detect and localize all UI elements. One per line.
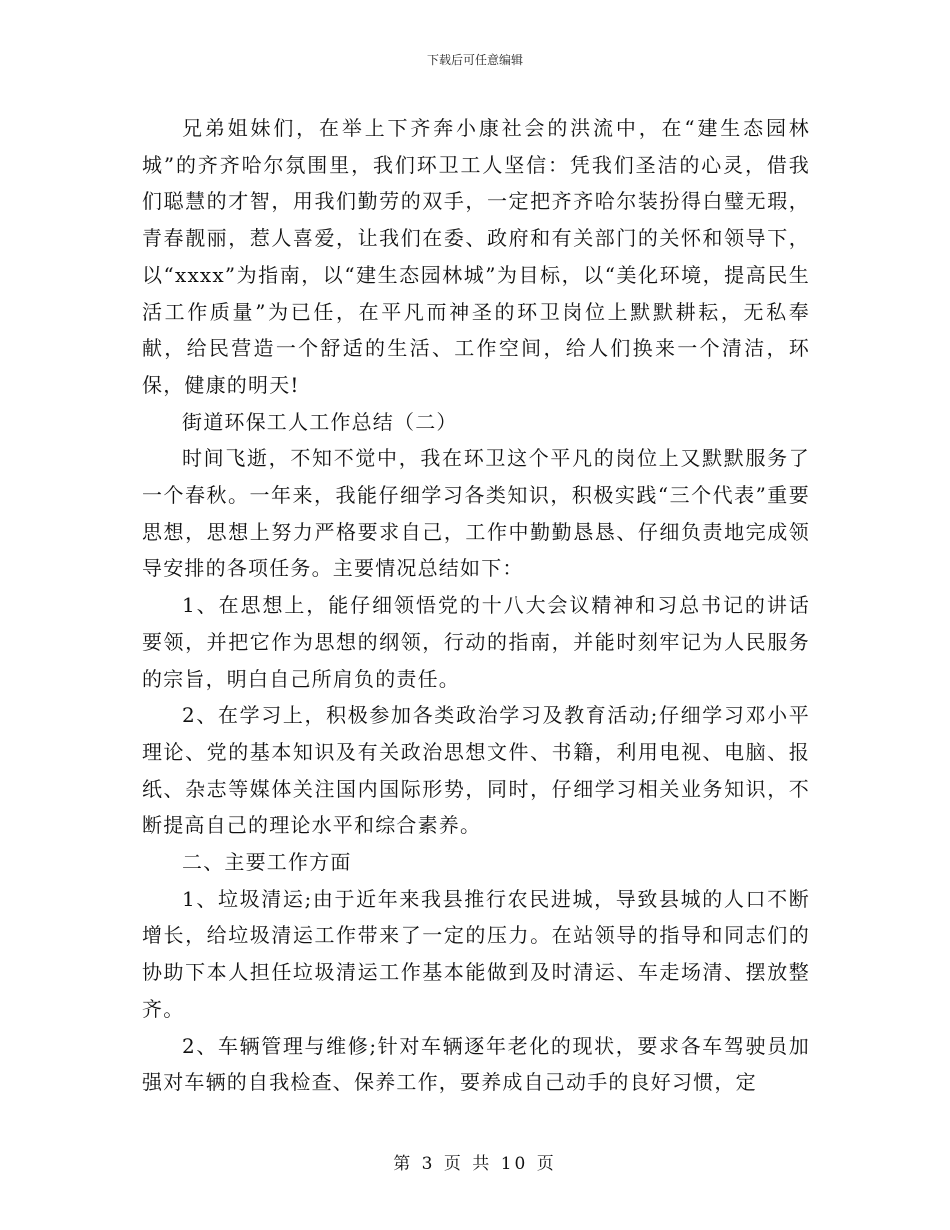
paragraph-vehicle-management: 2、车辆管理与维修;针对车辆逐年老化的现状，要求各车驾驶员加强对车辆的自我检查、保养工作，要养成自己动手的良好习惯，定 bbox=[142, 1033, 810, 1095]
paragraph-study: 2、在学习上，积极参加各类政治学习及教育活动;仔细学习邓小平理论、党的基本知识及有关政治思想文件、书籍，利用电视、电脑、报纸、杂志等媒体关注国内国际形势，同时，仔细学习相关业务知识，不断提高自己的理论水平和综合素养。 bbox=[142, 703, 810, 838]
page-number: 第 3 页 共 10 页 bbox=[393, 1154, 557, 1174]
page-header: 下载后可任意编辑 bbox=[426, 53, 523, 67]
paragraph-intro: 时间飞逝，不知不觉中，我在环卫这个平凡的岗位上又默默服务了一个春秋。一年来，我能仔细学习各类知识，积极实践“三个代表”重要思想，思想上努力严格要求自己，工作中勤勤恳恳、仔细负责地完成领导安排的各项任务。主要情况总结如下： bbox=[142, 446, 810, 581]
paragraph-garbage-collection: 1、垃圾清运;由于近年来我县推行农民进城，导致县城的人口不断增长，给垃圾清运工作带来了一定的压力。在站领导的指导和同志们的协助下本人担任垃圾清运工作基本能做到及时清运、车走场清、摆放整齐。 bbox=[142, 886, 810, 1021]
document-body bbox=[142, 110, 810, 1101]
subsection-title: 二、主要工作方面 bbox=[182, 850, 352, 875]
paragraph-closing-appeal: 兄弟姐妹们，在举上下齐奔小康社会的洪流中，在“建生态园林城”的齐齐哈尔氛围里，我们环卫工人坚信：凭我们圣洁的心灵，借我们聪慧的才智，用我们勤劳的双手，一定把齐齐哈尔装扮得白璧无瑕，青春靓丽，惹人喜爱，让我们在委、政府和有关部门的关怀和领导下，以“xxxx”为指南，以“建生态园林城”为目标，以“美化环境，提高民生活工作质量”为已任，在平凡而神圣的环卫岗位上默默耕耘，无私奉献，给民营造一个舒适的生活、工作空间，给人们换来一个清洁，环保，健康的明天! bbox=[142, 116, 810, 397]
paragraph-ideology: 1、在思想上，能仔细领悟党的十八大会议精神和习总书记的讲话要领，并把它作为思想的纲领，行动的指南，并能时刻牢记为人民服务的宗旨，明白自己所肩负的责任。 bbox=[142, 593, 810, 691]
section-title: 街道环保工人工作总结（二） bbox=[182, 409, 458, 434]
